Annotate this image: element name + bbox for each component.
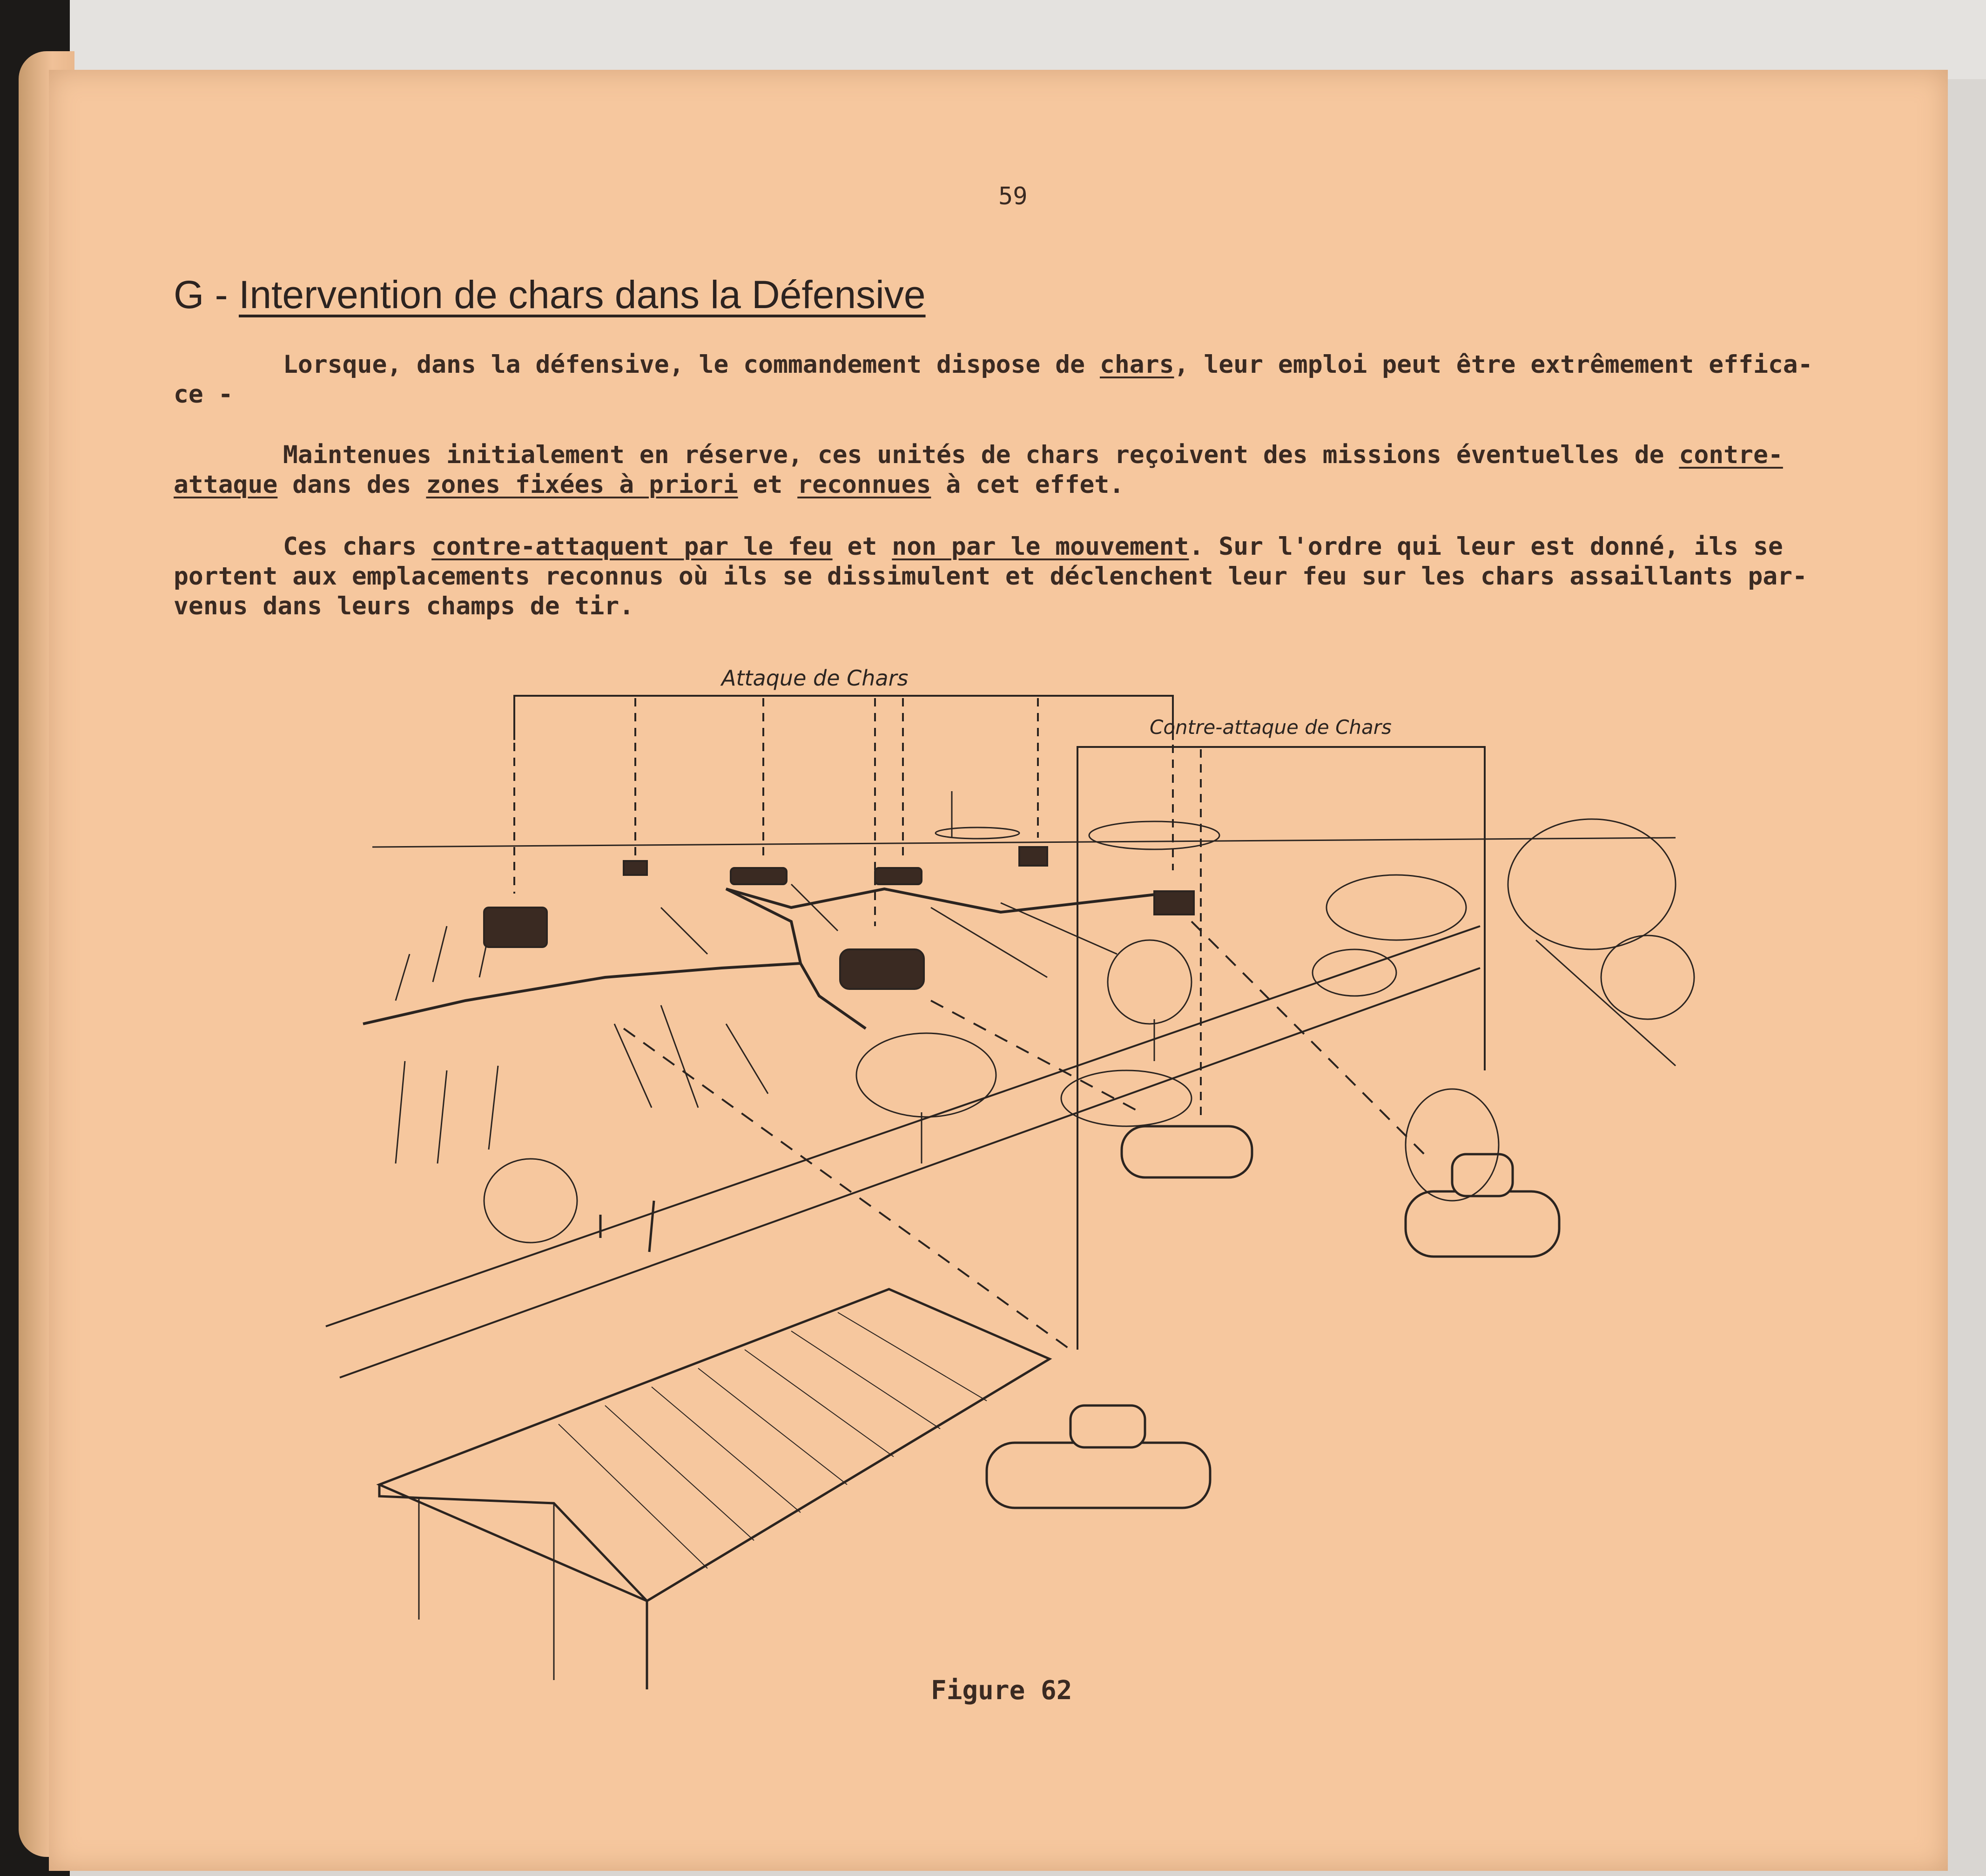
underlined-text: non par le mouvement bbox=[892, 532, 1189, 561]
text-run: et bbox=[738, 471, 798, 499]
underlined-text: attaque bbox=[174, 471, 278, 499]
road-posts bbox=[600, 1201, 654, 1252]
text-run: . Sur l'ordre qui leur est donné, ils se bbox=[1189, 532, 1783, 561]
page-number: 59 bbox=[998, 182, 1028, 210]
front-line bbox=[363, 889, 1164, 1024]
section-title: Intervention de chars dans la Défensive bbox=[239, 273, 926, 316]
attack-bracket bbox=[514, 696, 1173, 740]
text-run: Ces chars bbox=[283, 532, 432, 561]
section-letter: G - bbox=[174, 273, 228, 316]
barn bbox=[379, 1289, 1050, 1689]
underlined-text: reconnues bbox=[797, 471, 931, 499]
text-run: et bbox=[832, 532, 892, 561]
counter-attack-bracket bbox=[1077, 747, 1485, 1350]
paragraph-3-line-3: venus dans leurs champs de tir. bbox=[174, 592, 634, 620]
text-run: à cet effet. bbox=[931, 471, 1124, 499]
defending-tanks bbox=[987, 1126, 1559, 1508]
attack-label: Attaque de Chars bbox=[721, 666, 909, 691]
underlined-text: contre-attaquent par le feu bbox=[431, 532, 833, 561]
counter-attack-label: Contre-attaque de Chars bbox=[1150, 716, 1392, 739]
figure-caption: Figure 62 bbox=[931, 1675, 1072, 1706]
text-run: , leur emploi peut être extrêmement effica- bbox=[1174, 350, 1813, 379]
horizon-line bbox=[372, 838, 1676, 847]
attack-drop-lines bbox=[514, 698, 1173, 926]
text-run: Maintenues initialement en réserve, ces unités de chars reçoivent des missions éventuelles de bbox=[283, 441, 1679, 469]
underlined-text: zones fixées à priori bbox=[426, 471, 738, 499]
underlined-text: chars bbox=[1099, 350, 1174, 379]
paragraph-3-line-2: portent aux emplacements reconnus où ils se dissimulent et déclenchent leur feu sur les chars assaillants par- bbox=[174, 562, 1807, 591]
text-run: dans des bbox=[277, 471, 426, 499]
underlined-text: contre- bbox=[1679, 441, 1783, 469]
attacking-tanks bbox=[484, 847, 1194, 989]
text-run: Lorsque, dans la défensive, le commandement dispose de bbox=[283, 350, 1100, 379]
fire-lines bbox=[624, 921, 1424, 1350]
paragraph-1-line-2: ce - bbox=[174, 380, 233, 409]
